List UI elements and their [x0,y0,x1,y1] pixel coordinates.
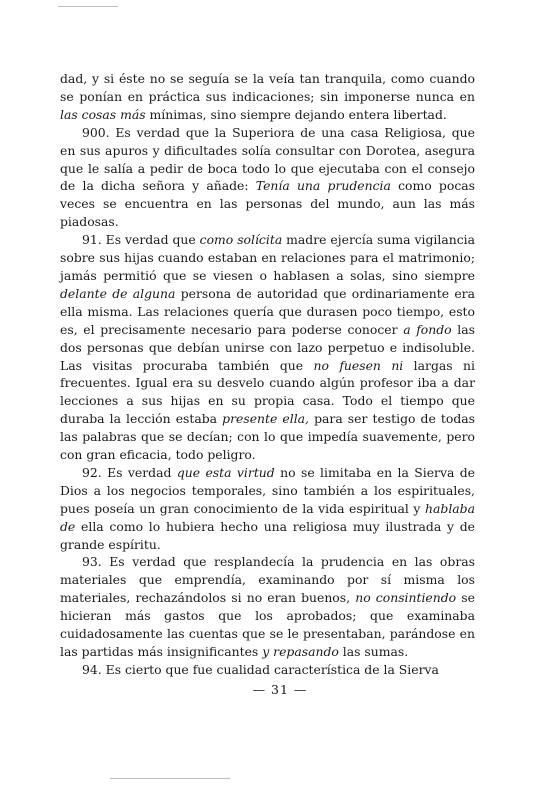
text-run: como pocas veces se encuentra en las personas del mundo, aun las más piadosas. [60,178,476,230]
text-run: las sumas. [338,644,409,659]
text-run: madre ejercía suma vigilancia sobre sus hijas cuando estaban en relaciones para el matrimonio; jamás permitió que se viesen o hablasen a solas, sino siempre [60,232,475,283]
text-run: persona de autoridad que ordinariamente era ella misma. Las relaciones quería que durasen poco tiempo, esto es, el precisamente necesario para poderse conocer [60,285,475,337]
text-run: ella como lo hubiera hecho una religiosa muy ilustrada y de grande espíritu. [60,518,475,552]
paragraph [60,70,475,124]
text-run: 900. Es verdad que la Superiora de una casa Religiosa, que en sus apuros y dificultades solía consultar con Dorotea, asegura que le salía a pedir de boca todo lo que ejecutaba con el consejo de la dicha señora y añade: [60,124,475,194]
paragraph [60,231,475,464]
italic-run: no fuesen ni [313,357,404,373]
book-page [60,70,475,679]
text-run: 93. Es verdad que resplandecía la prudencia en las obras materiales que emprendía, examinando por sí misma los materiales, rechazándolos si no eran buenos, [60,554,475,606]
text-run: 94. Es cierto que fue cualidad característica de la Sierva [82,661,439,677]
italic-run: Tenía una prudencia [255,178,391,194]
italic-run: delante de alguna [60,285,176,301]
italic-run: no consintiendo [355,590,457,606]
italic-run: y repasando [262,644,339,659]
scan-edge-mark-bottom [110,778,230,779]
text-run: las dos personas que debían unirse con lazo perpetuo e indisoluble. Las visitas procuraba también que [60,321,475,373]
paragraph [60,464,475,554]
paragraph [60,661,475,679]
italic-run: las cosas más [60,106,146,122]
body-text [60,70,475,679]
italic-run: a fondo [403,321,452,337]
scan-edge-mark-top [58,6,118,7]
text-run: se hicieran más gastos que los aprobados; que examinaba cuidadosamente las cuentas que se le presentaban, parándose en las partidas más insignificantes [60,590,475,659]
text-run: para ser testigo de todas las palabras que se decían; con lo que impedía suavemente, pero con gran eficacia, todo peligro. [60,411,476,463]
text-run: no se limitaba en la Sierva de Dios a los negocios temporales, sino también a los espirituales, pues poseía un gran conocimiento de la vida espiritual y [60,464,476,516]
paragraph [60,124,475,231]
text-run: 91. Es verdad que [82,232,200,248]
text-run: mínimas, sino siempre dejando entera libertad. [145,106,447,122]
italic-run: que esta virtud [176,464,275,480]
text-run: largas ni frecuentes. Igual era su desvelo cuando algún profesor iba a dar lecciones a sus hijas en su propia casa. Todo el tiempo que duraba la lección estaba [60,357,475,427]
italic-run: presente ella, [222,411,309,427]
text-run: dad, y si éste no se seguía se la veía tan tranquila, como cuando se ponían en práctica sus indicaciones; sin imponerse nunca en [60,71,475,104]
italic-run: hablaba de [60,500,475,534]
paragraph [60,553,475,660]
page-number: — 31 — [252,682,308,697]
text-run: 92. Es verdad [82,464,177,480]
italic-run: como solícita [199,232,283,248]
